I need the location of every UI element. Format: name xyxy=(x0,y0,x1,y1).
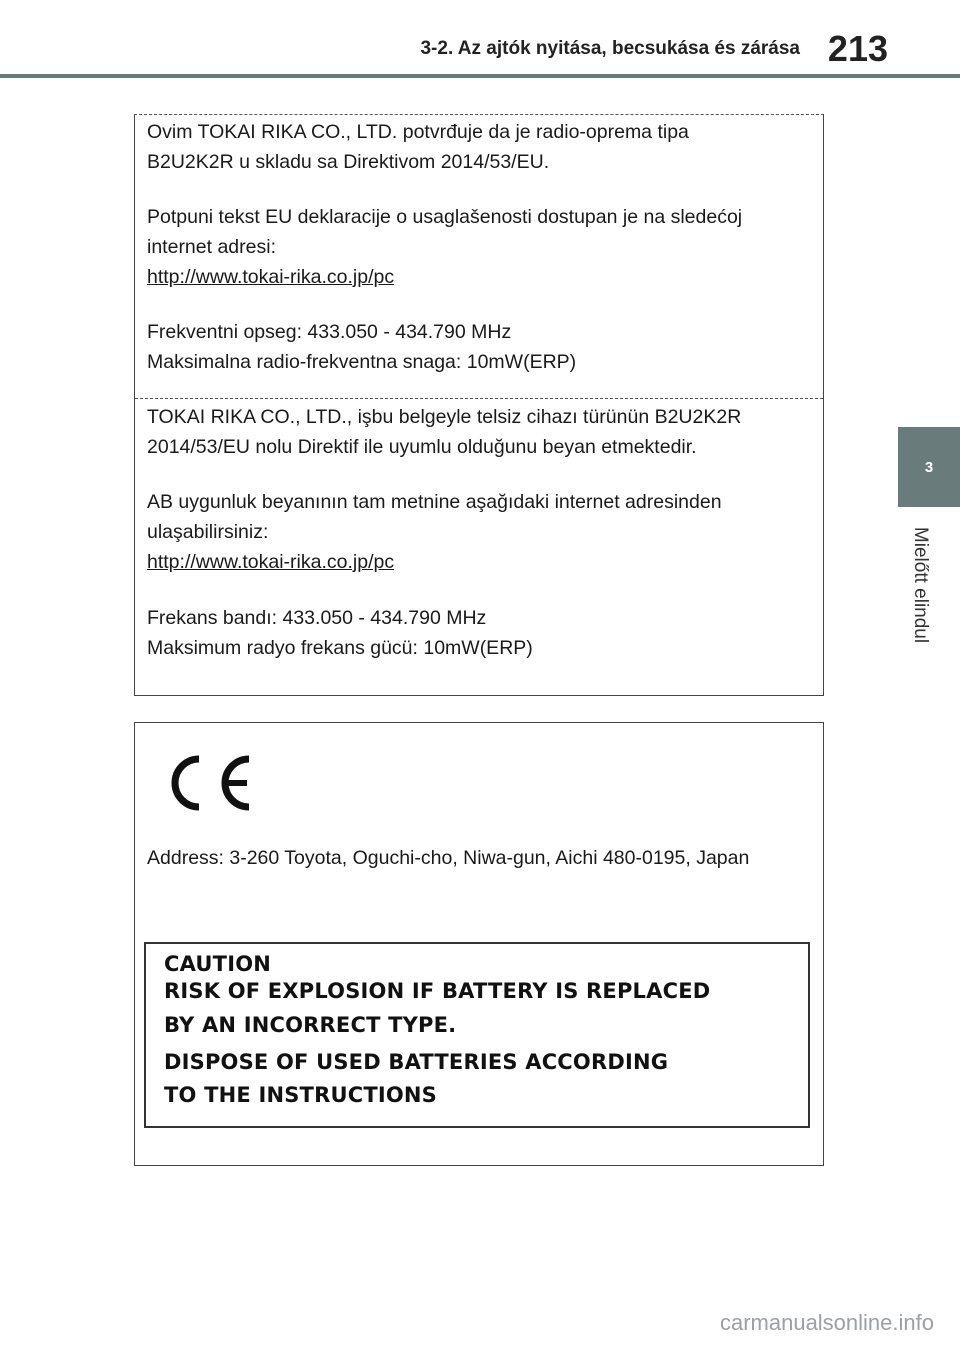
caution-line-5: TO THE INSTRUCTIONS xyxy=(164,1083,438,1107)
turkish-frequency: Frekans bandı: 433.050 - 434.790 MHz xyxy=(147,607,487,629)
serbian-fulltext-line2: internet adresi: xyxy=(147,236,276,258)
caution-box xyxy=(144,942,810,1128)
serbian-statement-line2: B2U2K2R u skladu sa Direktivom 2014/53/EU. xyxy=(147,151,550,173)
turkish-fulltext xyxy=(147,487,807,577)
turkish-power: Maksimum radyo frekans gücü: 10mW(ERP) xyxy=(147,637,533,659)
turkish-statement-line2: 2014/53/EU nolu Direktif ile uyumlu olduğunu beyan etmektedir. xyxy=(147,436,697,458)
turkish-fulltext-line2: ulaşabilirsiniz: xyxy=(147,521,269,543)
label-box xyxy=(134,722,824,1166)
chapter-label: Mielőtt elindul xyxy=(910,526,932,644)
chapter-number: 3 xyxy=(924,458,934,476)
caution-heading: CAUTION xyxy=(164,952,272,976)
section-divider xyxy=(135,398,823,399)
serbian-url-link[interactable]: http://www.tokai-rika.co.jp/pc xyxy=(147,266,395,288)
manufacturer-address: Address: 3-260 Toyota, Oguchi-cho, Niwa-gun, Aichi 480-0195, Japan xyxy=(147,847,750,869)
watermark: carmanualsonline.info xyxy=(719,1310,934,1335)
chapter-label-container xyxy=(875,510,960,660)
serbian-statement xyxy=(147,117,807,177)
caution-line-4: DISPOSE OF USED BATTERIES ACCORDING xyxy=(164,1050,669,1074)
section-title: 3-2. Az ajtók nyitása, becsukása és zárása xyxy=(420,38,800,59)
turkish-fulltext-line1: AB uygunluk beyanının tam metnine aşağıdaki internet adresinden xyxy=(147,491,722,513)
chapter-tab[interactable] xyxy=(898,427,960,507)
serbian-fulltext xyxy=(147,202,807,292)
serbian-statement-line1: Ovim TOKAI RIKA CO., LTD. potvrđuje da je radio-oprema tipa xyxy=(147,121,689,143)
turkish-statement xyxy=(147,402,807,462)
caution-line-2: RISK OF EXPLOSION IF BATTERY IS REPLACED xyxy=(164,979,711,1003)
serbian-specs xyxy=(147,317,807,377)
turkish-statement-line1: TOKAI RIKA CO., LTD., işbu belgeyle telsiz cihazı türünün B2U2K2R xyxy=(147,406,742,428)
serbian-power: Maksimalna radio-frekventna snaga: 10mW(ERP) xyxy=(147,351,577,373)
page-number: 213 xyxy=(827,28,888,69)
ce-mark-icon xyxy=(155,749,255,817)
serbian-fulltext-line1: Potpuni tekst EU deklaracije o usaglašenosti dostupan je na sledećoj xyxy=(147,206,743,228)
header-rule xyxy=(0,74,960,78)
turkish-specs xyxy=(147,603,807,663)
turkish-url-link[interactable]: http://www.tokai-rika.co.jp/pc xyxy=(147,551,395,573)
caution-line-3: BY AN INCORRECT TYPE. xyxy=(164,1013,457,1037)
serbian-frequency: Frekventni opseg: 433.050 - 434.790 MHz xyxy=(147,321,512,343)
declaration-box xyxy=(134,114,824,696)
